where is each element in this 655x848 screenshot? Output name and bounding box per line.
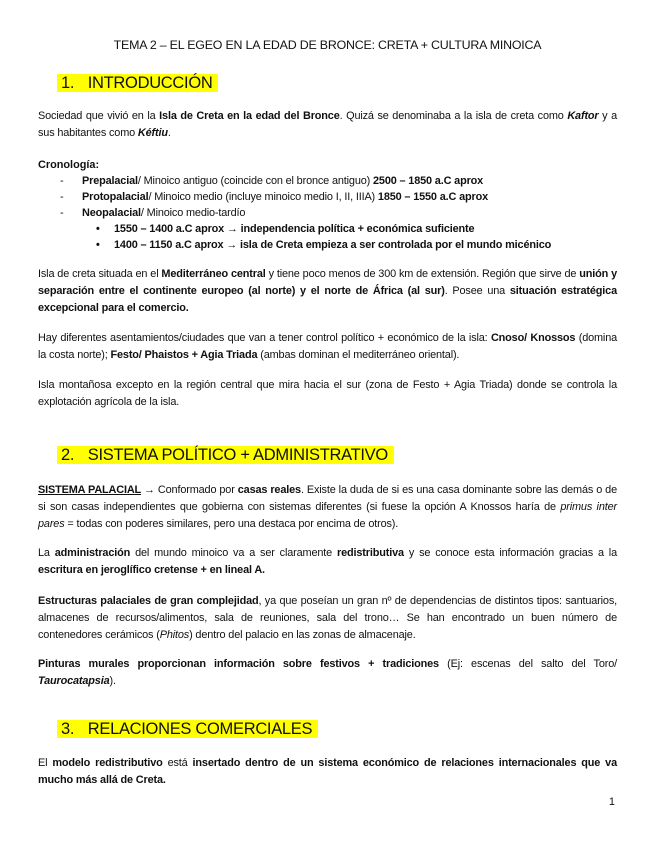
- text-run-bold-italic: Taurocatapsia: [38, 675, 110, 687]
- text-run: y a sus habitantes como: [38, 110, 617, 139]
- politico-paragraph-3: [38, 593, 617, 644]
- period-desc: / Minoico medio-tardío: [140, 207, 246, 219]
- section-number: 2.: [59, 446, 77, 464]
- politico-paragraph-4: [38, 656, 617, 690]
- subperiod-dates: 1550 – 1400 a.C aprox: [114, 223, 225, 235]
- text-run: , ya que poseían un gran nº de dependencias de distintos tipos: santuarios, almacenes de recursos/alimentos, sala de reuniones, sala del trono… Se han encontrado un buen número de contenedores cerámicos (: [38, 595, 617, 641]
- period-name: Protopalacial: [82, 191, 149, 203]
- document-title: TEMA 2 – EL EGEO EN LA EDAD DE BRONCE: CRETA + CULTURA MINOICA: [113, 38, 542, 52]
- text-run-bold-italic: Kaftor: [567, 110, 599, 122]
- period-desc: / Minoico antiguo (coincide con el bronce antiguo): [137, 175, 373, 187]
- period-dates: 2500 – 1850 a.C aprox: [373, 175, 484, 187]
- section-heading-relaciones-comerciales: [57, 718, 318, 740]
- politico-paragraph-1: [38, 482, 617, 533]
- chronology-label: Cronología:: [38, 159, 100, 171]
- text-run: . Existe la duda de si es una casa dominante sobre las demás o de si son casas independientes que gobierna con sistemas diferentes (si fuese la opción A Knossos haría de: [38, 484, 617, 513]
- text-run: Hay diferentes asentamientos/ciudades que van a tener control político + económico de la isla:: [38, 332, 491, 344]
- text-run-bold: Isla de Creta en la edad del Bronce: [159, 110, 340, 122]
- period-item: - Neopalacial/ Minoico medio-tardío: [60, 207, 246, 219]
- text-run: Sociedad que vivió en la: [38, 110, 160, 122]
- text-run-bold: insertado dentro de un sistema económico de relaciones internacionales que va mucho más allá de Creta.: [38, 757, 617, 786]
- period-name: Prepalacial: [82, 175, 138, 187]
- text-run-bold: casas reales: [237, 484, 301, 496]
- subperiod-text: independencia política + económica suficiente: [240, 223, 475, 235]
- arrow-icon: →: [226, 239, 238, 251]
- text-run-bold-italic: Kéftiu: [137, 127, 168, 139]
- period-dates: 1850 – 1550 a.C aprox: [377, 191, 488, 203]
- section-heading-introduccion: [57, 72, 218, 94]
- comercio-paragraph-1: [38, 755, 617, 789]
- subperiod-text: isla de Creta empieza a ser controlada por el mundo micénico: [240, 239, 552, 251]
- section-title: RELACIONES COMERCIALES: [86, 720, 315, 738]
- text-run-bold: Cnoso/ Knossos: [490, 332, 576, 344]
- text-run: La: [38, 547, 55, 559]
- subperiod-dates: 1400 – 1150 a.C aprox: [114, 239, 224, 251]
- text-run: y se conoce esta información gracias a la: [403, 547, 617, 559]
- text-run-bold: Mediterráneo central: [161, 268, 266, 280]
- text-run: (domina la costa norte);: [38, 332, 618, 361]
- section-number: 3.: [59, 720, 77, 738]
- intro-paragraph-1: [38, 108, 617, 142]
- intro-paragraph-2: [38, 266, 617, 317]
- period-desc: / Minoico medio (incluye minoico medio I, II, IIIA): [148, 191, 378, 203]
- text-run: ) dentro del palacio en las zonas de almacenaje.: [189, 629, 416, 641]
- section-title: INTRODUCCIÓN: [86, 74, 216, 92]
- text-run-italic: primus inter pares: [38, 501, 617, 530]
- text-run-bold: Festo/ Phaistos + Agia Triada: [110, 349, 258, 361]
- text-run: y tiene poco menos de 300 km de extensión. Región que sirve de: [265, 268, 580, 280]
- text-run: ).: [109, 675, 116, 687]
- text-run: (Ej: escenas del salto del Toro/: [438, 658, 617, 670]
- intro-paragraph-4: Isla montañosa excepto en la región central que mira hacia el sur (zona de Festo + Agia Triada) donde se controla la explotación agrícola de la isla.: [38, 379, 617, 408]
- section-number: 1.: [59, 74, 77, 92]
- text-run: El: [38, 757, 53, 769]
- text-run-italic: Phitos: [159, 629, 190, 641]
- intro-paragraph-3: [38, 330, 617, 364]
- text-run: del mundo minoico va a ser claramente: [130, 547, 337, 559]
- text-run: . Quizá se denominaba a la isla de creta como: [339, 110, 568, 122]
- text-run-bold: escritura en jeroglífico cretense + en lineal A.: [38, 564, 265, 576]
- text-run: Isla de creta situada en el: [38, 268, 162, 280]
- period-item: - Protopalacial/ Minoico medio (incluye minoico medio I, II, IIIA) 1850 – 1550 a.C aprox: [60, 191, 488, 203]
- text-run-bold: Pinturas murales proporcionan información sobre festivos + tradiciones: [38, 658, 439, 670]
- politico-paragraph-2: [38, 545, 617, 579]
- section-title: SISTEMA POLÍTICO + ADMINISTRATIVO: [86, 446, 391, 464]
- text-run: .: [167, 127, 171, 139]
- text-run-bold: unión y separación entre el continente europeo (al norte) y el norte de África (al sur): [38, 268, 617, 297]
- subperiod-item: • 1550 – 1400 a.C aprox → independencia política + económica suficiente: [96, 223, 475, 235]
- text-run-bold: modelo redistributivo: [52, 757, 163, 769]
- arrow-icon: →: [226, 223, 238, 235]
- text-run-bold: Estructuras palaciales de gran complejidad: [38, 595, 259, 607]
- subperiod-item: • 1400 – 1150 a.C aprox → isla de Creta empieza a ser controlada por el mundo micénico: [96, 239, 552, 251]
- text-run: está: [162, 757, 193, 769]
- text-run: (ambas dominan el mediterráneo oriental).: [257, 349, 460, 361]
- period-name: Neopalacial: [82, 207, 141, 219]
- text-run: . Posee una: [444, 285, 510, 297]
- section-heading-sistema-politico: [57, 444, 394, 466]
- text-run-bold: situación estratégica excepcional para el comercio.: [38, 285, 617, 314]
- period-item: - Prepalacial/ Minoico antiguo (coincide con el bronce antiguo) 2500 – 1850 a.C aprox: [60, 175, 484, 187]
- text-run: → Conformado por: [141, 484, 238, 496]
- text-run-bold: administración: [54, 547, 131, 559]
- text-run: = todas con poderes similares, pero una destaca por encima de otros).: [64, 518, 399, 530]
- text-run-bold-underline: SISTEMA PALACIAL: [38, 484, 142, 496]
- text-run-bold: redistributiva: [337, 547, 404, 559]
- page-number: 1: [608, 796, 615, 808]
